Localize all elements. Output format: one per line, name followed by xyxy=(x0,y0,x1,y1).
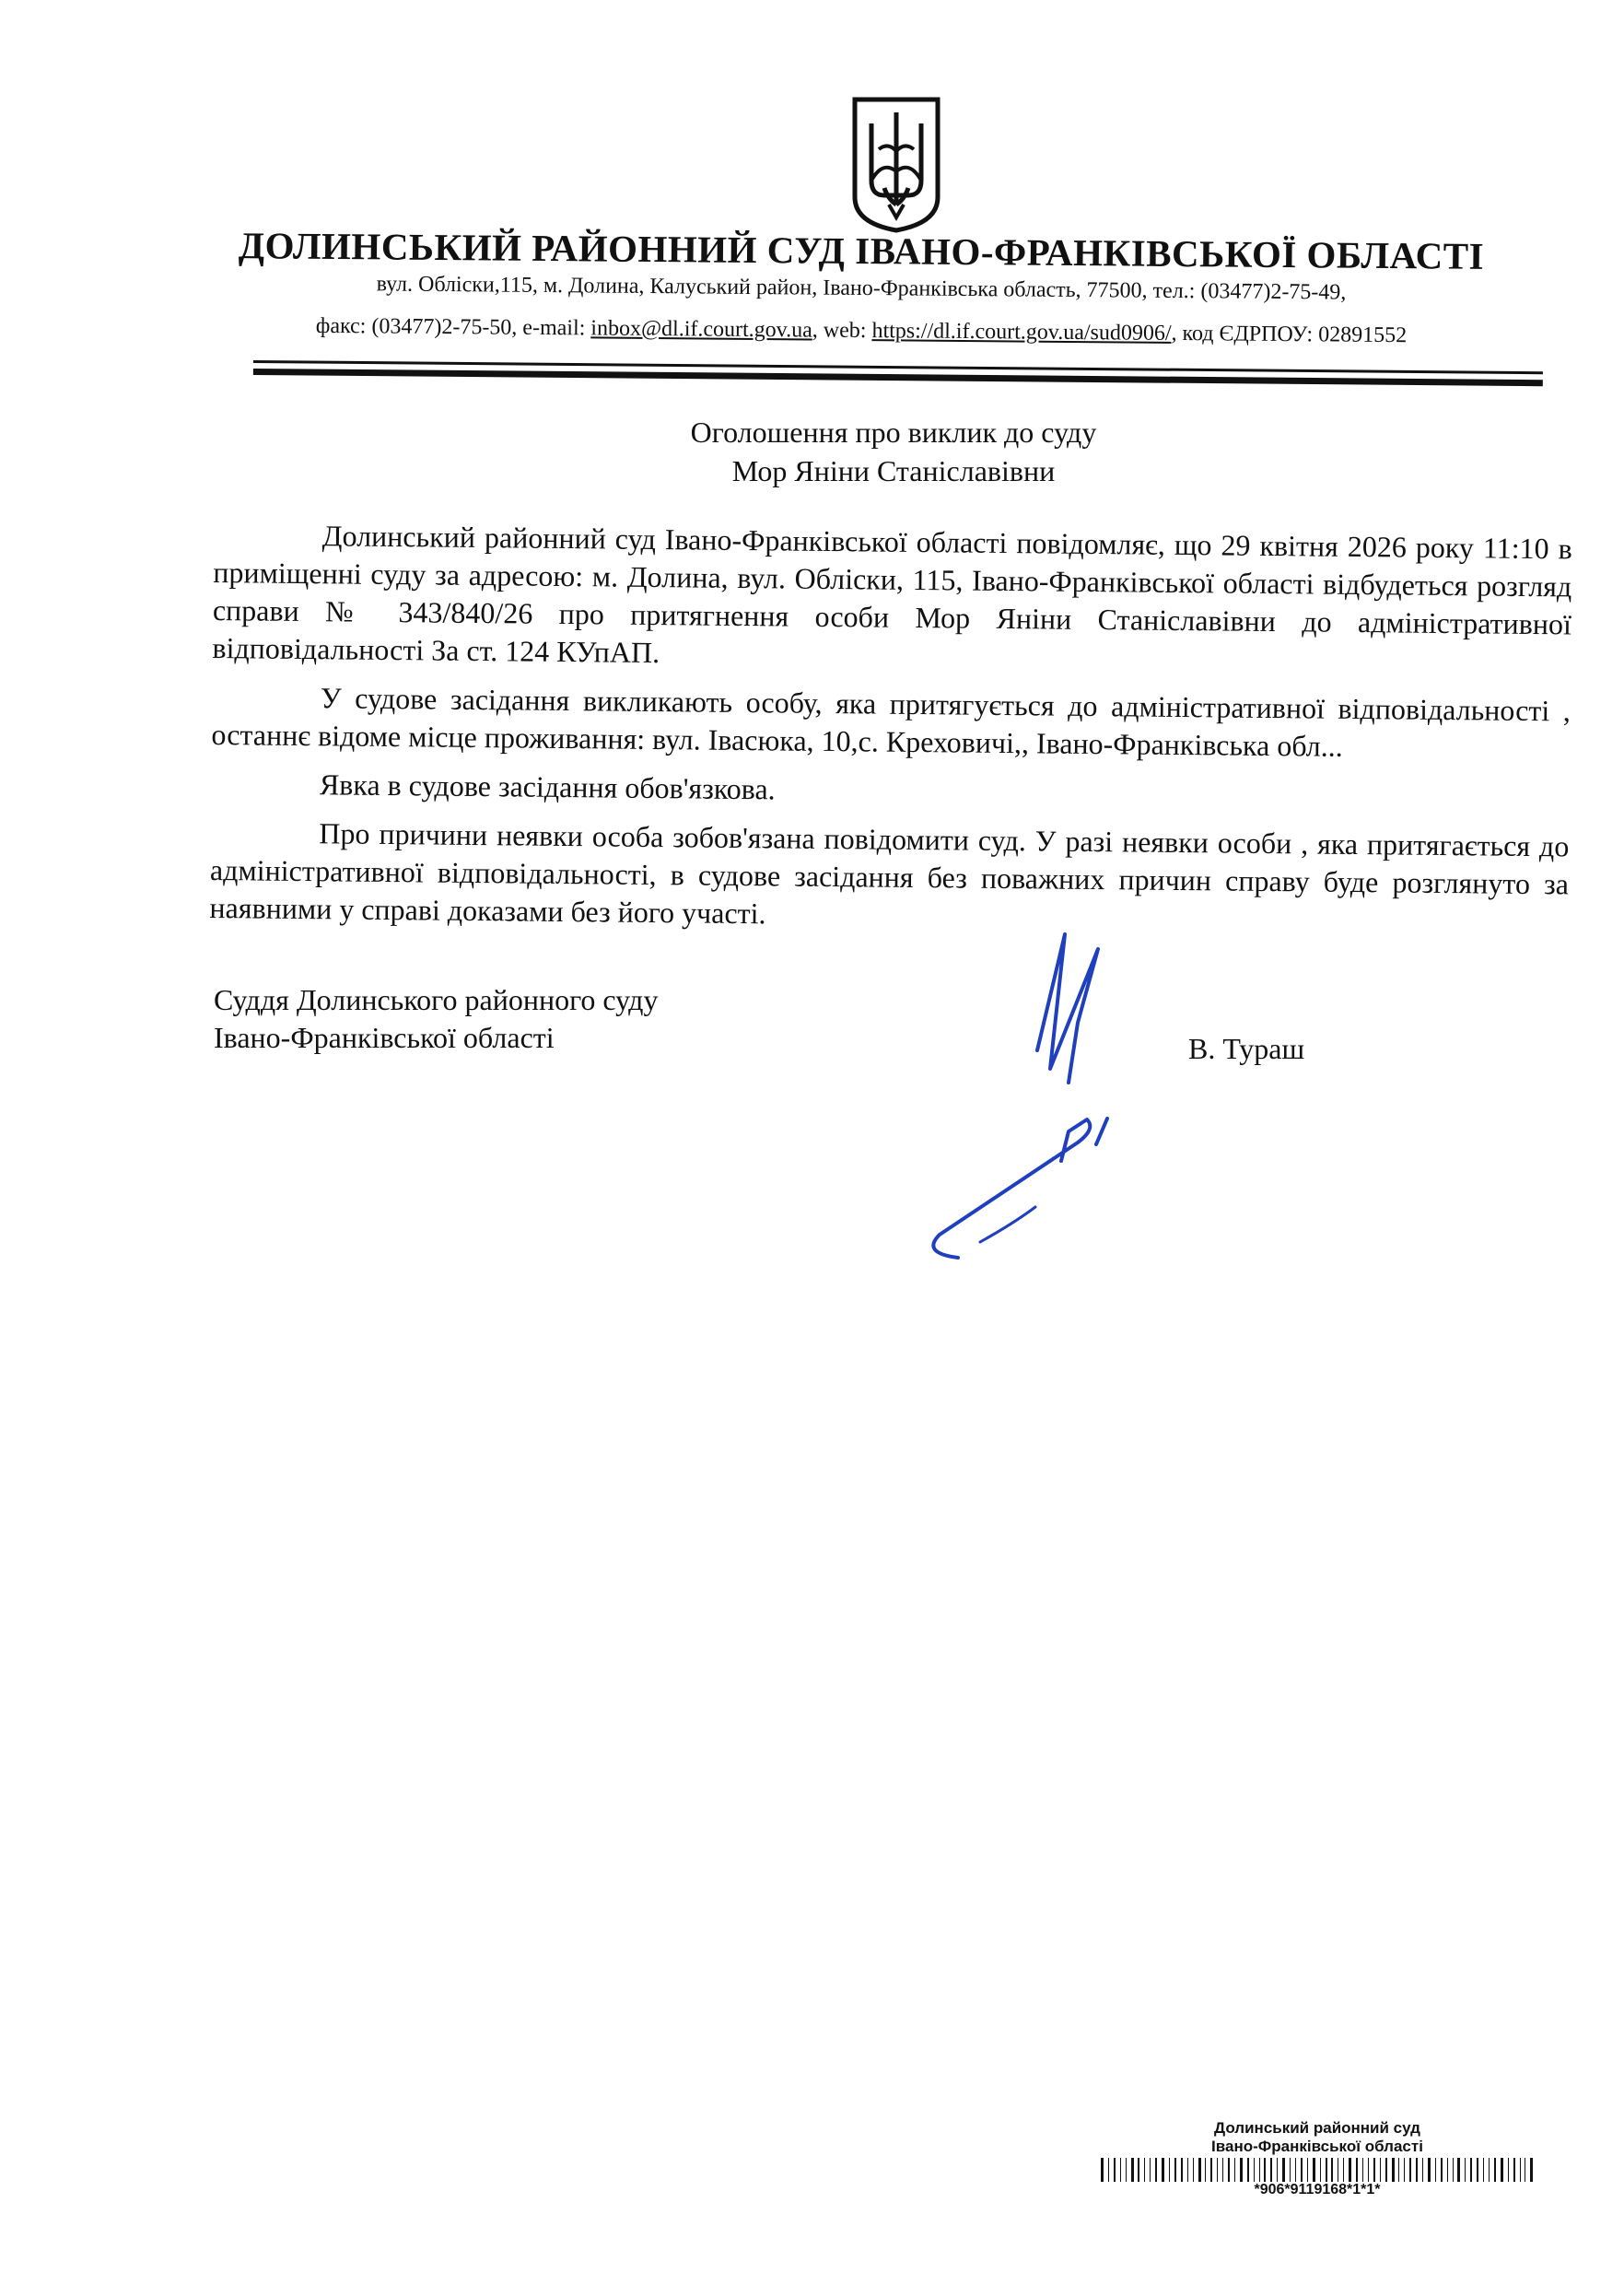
barcode-bar xyxy=(1457,2158,1460,2182)
barcode-bar xyxy=(1513,2158,1515,2182)
barcode-bar xyxy=(1126,2158,1127,2182)
barcode-bar xyxy=(1343,2158,1344,2182)
barcode-bar xyxy=(1301,2158,1303,2182)
court-address: вул. Обліски,115, м. Долина, Калуський район, Івано-Франківська область, 77500, тел.: (03477)2-75-49, xyxy=(376,272,1347,305)
barcode-bar xyxy=(1470,2158,1472,2182)
barcode-bar xyxy=(1349,2158,1351,2182)
notice-title xyxy=(442,413,1345,490)
court-name: ДОЛИНСЬКИЙ РАЙОННИЙ СУД ІВАНО-ФРАНКІВСЬКОЇ ОБЛАСТІ xyxy=(238,224,1485,277)
barcode-bar xyxy=(1234,2158,1235,2182)
barcode-bar xyxy=(1150,2158,1151,2182)
notice-paragraph: Явка в судове засідання обов'язкова. xyxy=(319,768,776,806)
barcode-bar xyxy=(1453,2158,1454,2182)
barcode-bar xyxy=(1447,2158,1448,2182)
barcode-bar xyxy=(1169,2158,1170,2182)
barcode-bar xyxy=(1270,2158,1272,2182)
court-contacts xyxy=(184,313,1538,350)
barcode-bar xyxy=(1441,2158,1443,2182)
barcode-bar xyxy=(1385,2158,1387,2182)
barcode-bar xyxy=(1210,2158,1212,2182)
barcode-bar xyxy=(1181,2158,1183,2182)
edrpou-code: , код ЄДРПОУ: 02891552 xyxy=(1171,321,1408,348)
fax-label: факс: (03477)2-75-50, e-mail: xyxy=(315,313,591,341)
barcode-bar xyxy=(1217,2158,1218,2182)
notice-paragraph: Долинський районний суд Івано-Франківської області повідомляє, що 29 квітня 2026 року 11:10 в приміщенні суду за адресою: м. Долина, вул. Обліски, 115, Івано-Франківської області відбудеться розгляд справи № 343/840/26 про притягнення особи Мор Яніни Станіславівни до адміністративної відповідальності За ст. 124 КУпАП. xyxy=(212,519,1572,670)
barcode-bar xyxy=(1205,2158,1206,2182)
barcode-bar xyxy=(1307,2158,1308,2182)
notice-paragraph: У судове засідання викликають особу, яка притягується до адміністративної відповідальності , останнє відоме місце проживання: вул. Івасюка, 10,с. Креховичі,, Івано-Франківська обл... xyxy=(211,681,1571,763)
barcode-bar xyxy=(1131,2158,1134,2182)
barcode-bar xyxy=(1392,2158,1395,2182)
barcode-bar xyxy=(1277,2158,1278,2182)
barcode-bar xyxy=(1187,2158,1188,2182)
barcode-bar xyxy=(1138,2158,1139,2182)
header-divider xyxy=(253,360,1543,395)
barcode-bar xyxy=(1373,2158,1375,2182)
judge-position-line-1: Суддя Долинського районного суду xyxy=(214,983,659,1016)
barcode-bar xyxy=(1259,2158,1260,2182)
coat-of-arms-icon xyxy=(851,96,941,234)
barcode-bar xyxy=(1282,2158,1285,2182)
handwritten-signature xyxy=(903,931,1179,1271)
barcode-bar xyxy=(1483,2158,1484,2182)
barcode-bar xyxy=(1162,2158,1164,2182)
barcode-bar xyxy=(1144,2158,1145,2182)
notice-body xyxy=(209,516,1572,952)
barcode-number: *906*9119168*1*1* xyxy=(1254,2182,1381,2197)
barcode-bar xyxy=(1114,2158,1116,2182)
barcode-bar xyxy=(1254,2158,1255,2182)
judge-position-line-2: Івано-Франківської області xyxy=(214,1021,555,1054)
barcode-bar xyxy=(1416,2158,1418,2182)
email-link[interactable]: inbox@dl.if.court.gov.ua xyxy=(590,316,812,343)
barcode-bar xyxy=(1368,2158,1369,2182)
barcode-bar xyxy=(1174,2158,1176,2182)
judge-position xyxy=(214,981,658,1057)
barcode-bar xyxy=(1155,2158,1157,2182)
barcode-bar xyxy=(1240,2158,1243,2182)
barcode-bar xyxy=(1465,2158,1466,2182)
barcode-bar xyxy=(1494,2158,1496,2182)
barcode-bar xyxy=(1313,2158,1315,2182)
barcode-bar xyxy=(1489,2158,1490,2182)
barcode-bar xyxy=(1435,2158,1436,2182)
barcode-bar xyxy=(1404,2158,1405,2182)
barcode-bar xyxy=(1477,2158,1478,2182)
barcode-bar xyxy=(1326,2158,1327,2182)
web-label: , web: xyxy=(812,318,872,344)
registration-stamp xyxy=(1096,2119,1538,2198)
stamp-line-1: Долинський районний суд xyxy=(1214,2119,1420,2137)
barcode-bar xyxy=(1530,2158,1533,2182)
barcode-bar xyxy=(1295,2158,1296,2182)
barcode-bar xyxy=(1520,2158,1521,2182)
barcode-bar xyxy=(1508,2158,1509,2182)
barcode-bar xyxy=(1120,2158,1121,2182)
barcode-bar xyxy=(1398,2158,1399,2182)
barcode-bar xyxy=(1290,2158,1291,2182)
barcode-bar xyxy=(1380,2158,1381,2182)
barcode-bar xyxy=(1331,2158,1333,2182)
barcode-bar xyxy=(1422,2158,1423,2182)
barcode-bar xyxy=(1101,2158,1104,2182)
barcode-bar xyxy=(1198,2158,1201,2182)
notice-title-line-1: Оголошення про виклик до суду xyxy=(690,416,1097,449)
notice-title-line-2: Мор Яніни Станіславівни xyxy=(731,454,1056,487)
barcode-bar xyxy=(1428,2158,1431,2182)
barcode-bar xyxy=(1264,2158,1266,2182)
barcode-bar xyxy=(1356,2158,1358,2182)
barcode-bar xyxy=(1501,2158,1503,2182)
barcode-bar xyxy=(1247,2158,1249,2182)
barcode-bar xyxy=(1362,2158,1363,2182)
barcode-bar xyxy=(1108,2158,1109,2182)
barcode-bar xyxy=(1320,2158,1321,2182)
stamp-line-2: Івано-Франківської області xyxy=(1211,2138,1423,2155)
judge-name: В. Тураш xyxy=(1188,1032,1305,1065)
barcode xyxy=(1101,2158,1534,2182)
barcode-bar xyxy=(1222,2158,1223,2182)
barcode-bar xyxy=(1228,2158,1230,2182)
barcode-bar xyxy=(1409,2158,1411,2182)
website-link[interactable]: https://dl.if.court.gov.ua/sud0906/ xyxy=(871,319,1172,346)
notice-paragraph: Про причини неявки особа зобов'язана повідомити суд. У разі неявки особи , яка притягається до адміністративної відповідальності, в судове засідання без поважних причин справу буде розглянуто за наявними у справі доказами без його участі. xyxy=(209,816,1570,931)
barcode-bar xyxy=(1193,2158,1194,2182)
